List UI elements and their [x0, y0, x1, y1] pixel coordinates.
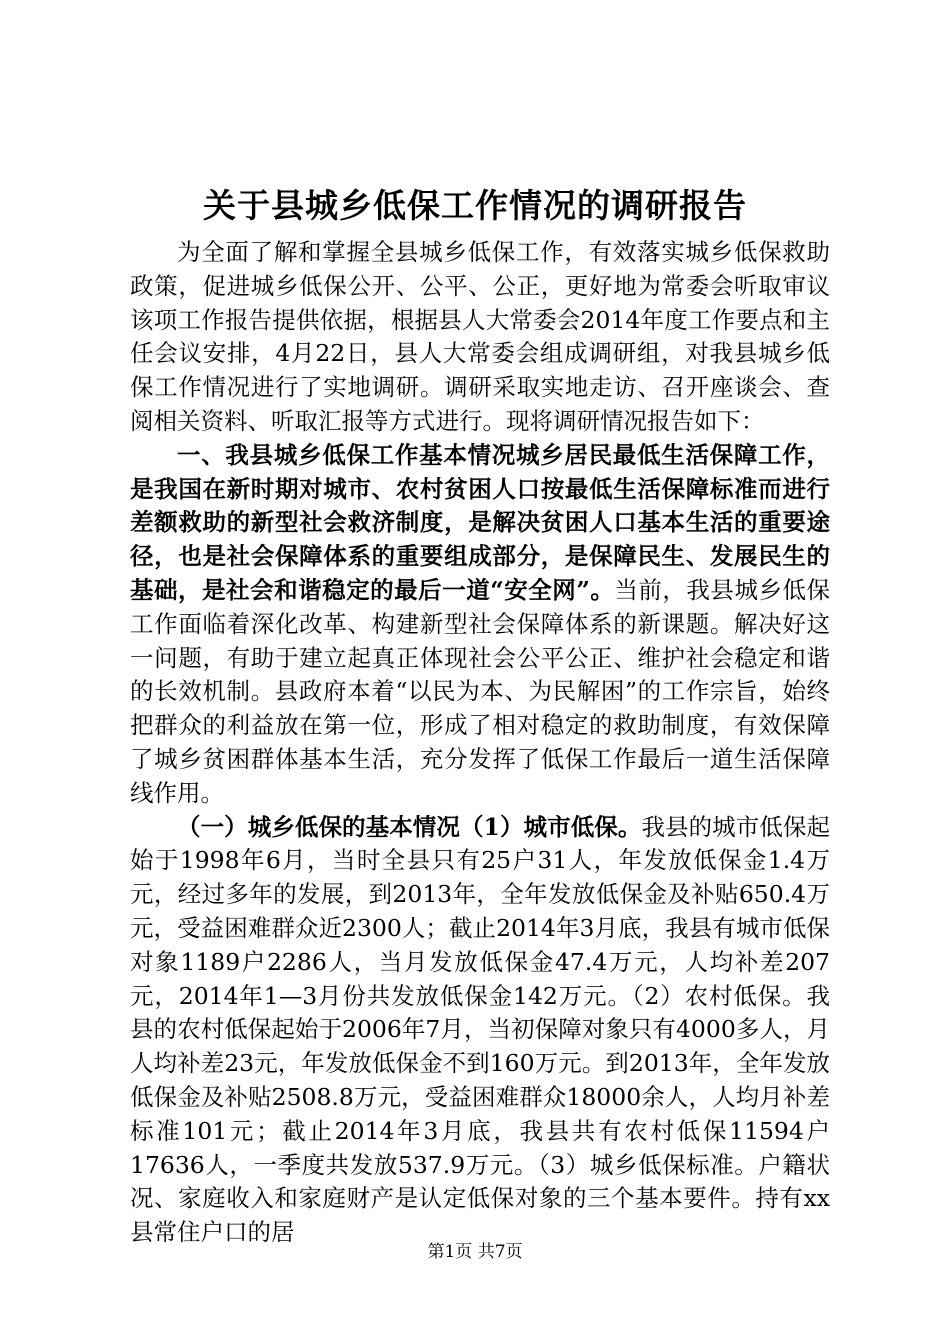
subsection-1-text: 我县的城市低保起始于1998年6月，当时全县只有25户31人，年发放低保金1.4万元，经过多年的发展，到2013年，全年发放低保金及补贴650.4万元，受益困难群众近2300人；截止2014年3月底，我县有城市低保对象1189户2286人，当月发放低保金47.4万元，人均补差207元，2014年1—3月份共发放低保金142万元。（2）农村低保。我县的农村低保起始于2006年7月，当初保障对象只有4000多人，月人均补差23元，年发放低保金不到160万元。到2013年，全年发放低保金及补贴2508.8万元，受益困难群众18000余人，人均月补差标准101元；截止2014年3月底，我县共有农村低保11594户17636人，一季度共发放537.9万元。（3）城乡低保标准。户籍状况、家庭收入和家庭财产是认定低保对象的三个基本要件。持有xx县常住户口的居 — [130, 812, 830, 1247]
document-title: 关于县城乡低保工作情况的调研报告 — [203, 186, 747, 225]
page-number-footer: 第1页 共7页 — [427, 1242, 523, 1262]
intro-paragraph: 为全面了解和掌握全县城乡低保工作，有效落实城乡低保救助政策，促进城乡低保公开、公平、公正，更好地为常委会听取审议该项工作报告提供依据，根据县人大常委会2014年度工作要点和主任会议安排，4月22日，县人大常委会组成调研组，对我县城乡低保工作情况进行了实地调研。调研采取实地走访、召开座谈会、查阅相关资料、听取汇报等方式进行。现将调研情况报告如下： — [130, 238, 830, 435]
document-body — [130, 236, 830, 1250]
section-1-heading: 一、我县城乡低保工作基本情况城乡居民最低生活保障工作，是我国在新时期对城市、农村贫困人口按最低生活保障标准而进行差额救助的新型社会救济制度，是解决贫困人口基本生活的重要途径，也是社会保障体系的重要组成部分，是保障民生、发展民生的基础，是社会和谐稳定的最后一道“安全网”。 — [130, 440, 830, 604]
subsection-1-paragraph — [130, 811, 830, 1250]
section-1-text: 当前，我县城乡低保工作面临着深化改革、构建新型社会保障体系的新课题。解决好这一问题，有助于建立起真正体现社会公平公正、维护社会稳定和谐的长效机制。县政府本着“以民为本、为民解困”的工作宗旨，始终把群众的利益放在第一位，形成了相对稳定的救助制度，有效保障了城乡贫困群体基本生活，充分发挥了低保工作最后一道生活保障线作用。 — [130, 575, 830, 807]
subsection-1-heading: （一）城乡低保的基本情况（1）城市低保。 — [177, 812, 642, 841]
section-1-paragraph — [130, 439, 830, 811]
